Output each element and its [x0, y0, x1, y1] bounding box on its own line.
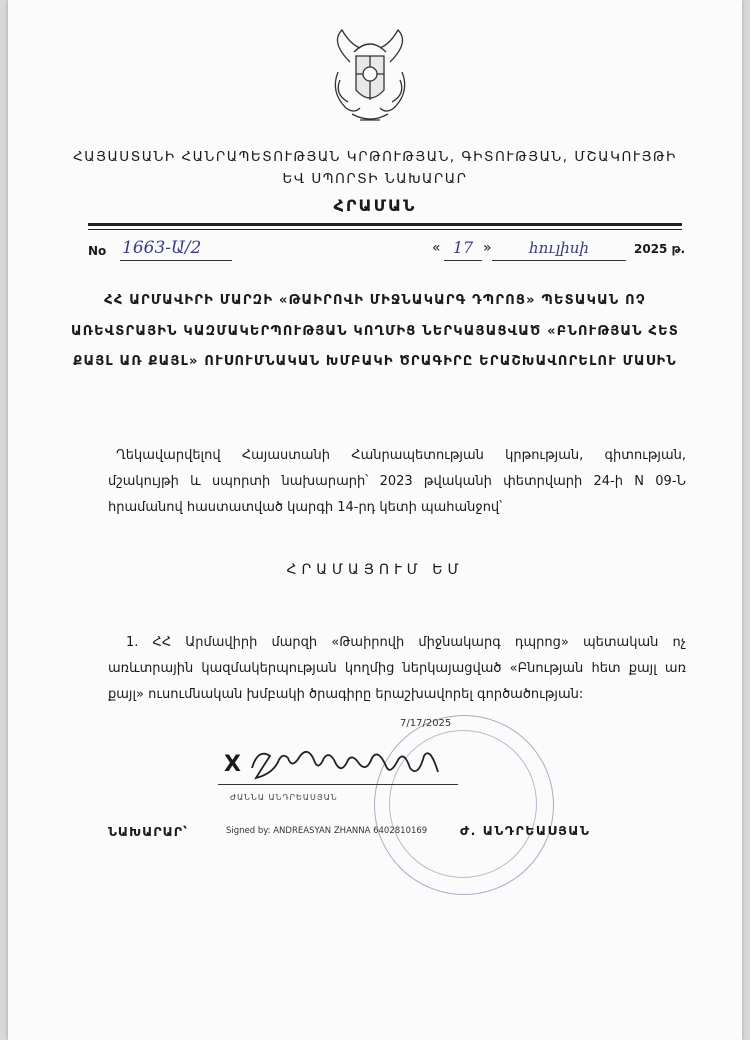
document-page [8, 0, 742, 1040]
order-number-label: No [88, 244, 107, 258]
subject-line3: ՔԱՅԼ ԱՌ ՔԱՅԼ» ՈՒՍՈՒՄՆԱԿԱՆ ԽՄԲԱԿԻ ԾՐԱԳԻՐԸ ԵՐԱՇԽԱՎՈՐԵԼՈՒ ՄԱՍԻՆ [73, 354, 677, 369]
subject-line1: ՀՀ ԱՐՄԱՎԻՐԻ ՄԱՐԶԻ «ԹԱԻՐՈՎԻ ՄԻՋՆԱԿԱՐԳ ԴՊՐՈՑ» ՊԵՏԱԿԱՆ ՈՉ [104, 293, 646, 308]
digital-signed-by: Signed by: ANDREASYAN ZHANNA 6402810169 [226, 826, 428, 836]
signer-name: Ժ. ԱՆԴՐԵԱՍՅԱՆ [460, 823, 591, 838]
date-quote-close: » [483, 240, 492, 256]
date-month: հուլիսի [492, 236, 626, 261]
ministry-name-line1: ՀԱՅԱՍՏԱՆԻ ՀԱՆՐԱՊԵՏՈՒԹՅԱՆ ԿՐԹՈՒԹՅԱՆ, ԳԻՏՈՒԹՅԱՆ, ՄՇԱԿՈՒՅԹԻ [73, 149, 677, 165]
signer-role: ՆԱԽԱՐԱՐ՝ [108, 824, 189, 839]
signature-line [218, 784, 458, 785]
preamble-paragraph: Ղեկավարվելով Հայաստանի Հանրապետության կրթության, գիտության, մշակույթի և սպորտի նախարարի՝ 2023 թվականի փետրվարի 24-ի N 09-Ն հրամանով հաստատված կարգի 14-րդ կետի պահանջով՝ [108, 448, 686, 515]
header-rule-thin [88, 229, 682, 230]
subject-line2: ԱՌԵՎՏՐԱՅԻՆ ԿԱԶՄԱԿԵՐՊՈՒԹՅԱՆ ԿՈՂՄԻՑ ՆԵՐԿԱՅԱՑՎԱԾ «ԲՆՈՒԹՅԱՆ ՀԵՏ [71, 324, 679, 339]
order-number-value: 1663-Ա/2 [120, 236, 232, 261]
header-rule-thick [88, 223, 682, 226]
coat-of-arms-emblem [320, 22, 420, 132]
date-year: 2025 թ. [634, 242, 686, 256]
date-day: 17 [444, 236, 482, 261]
signature-x-mark: X [224, 752, 241, 777]
signer-name-caption: ԺԱՆՆԱ ԱՆԴՐԵԱՍՅԱՆ [230, 793, 338, 802]
orders-heading: ՀՐԱՄԱՅՈՒՄ ԵՄ [286, 562, 464, 578]
order-item-1: 1. ՀՀ Արմավիրի մարզի «Թաիրովի միջնակարգ դպրոց» պետական ոչ առևտրային կազմակերպության կողմից ներկայացված «Բնության հետ քայլ առ քայլ» ուսումնական խմբակի ծրագիրը երաշխավորել գործածության: [108, 635, 686, 702]
digital-signature-date: 7/17/2025 [400, 718, 452, 729]
date-quote-open: « [432, 240, 441, 256]
document-type-title: ՀՐԱՄԱՆ [333, 196, 417, 215]
ministry-name-line2: ԵՎ ՍՊՈՐՏԻ ՆԱԽԱՐԱՐ [282, 171, 468, 187]
handwritten-signature [248, 738, 458, 788]
